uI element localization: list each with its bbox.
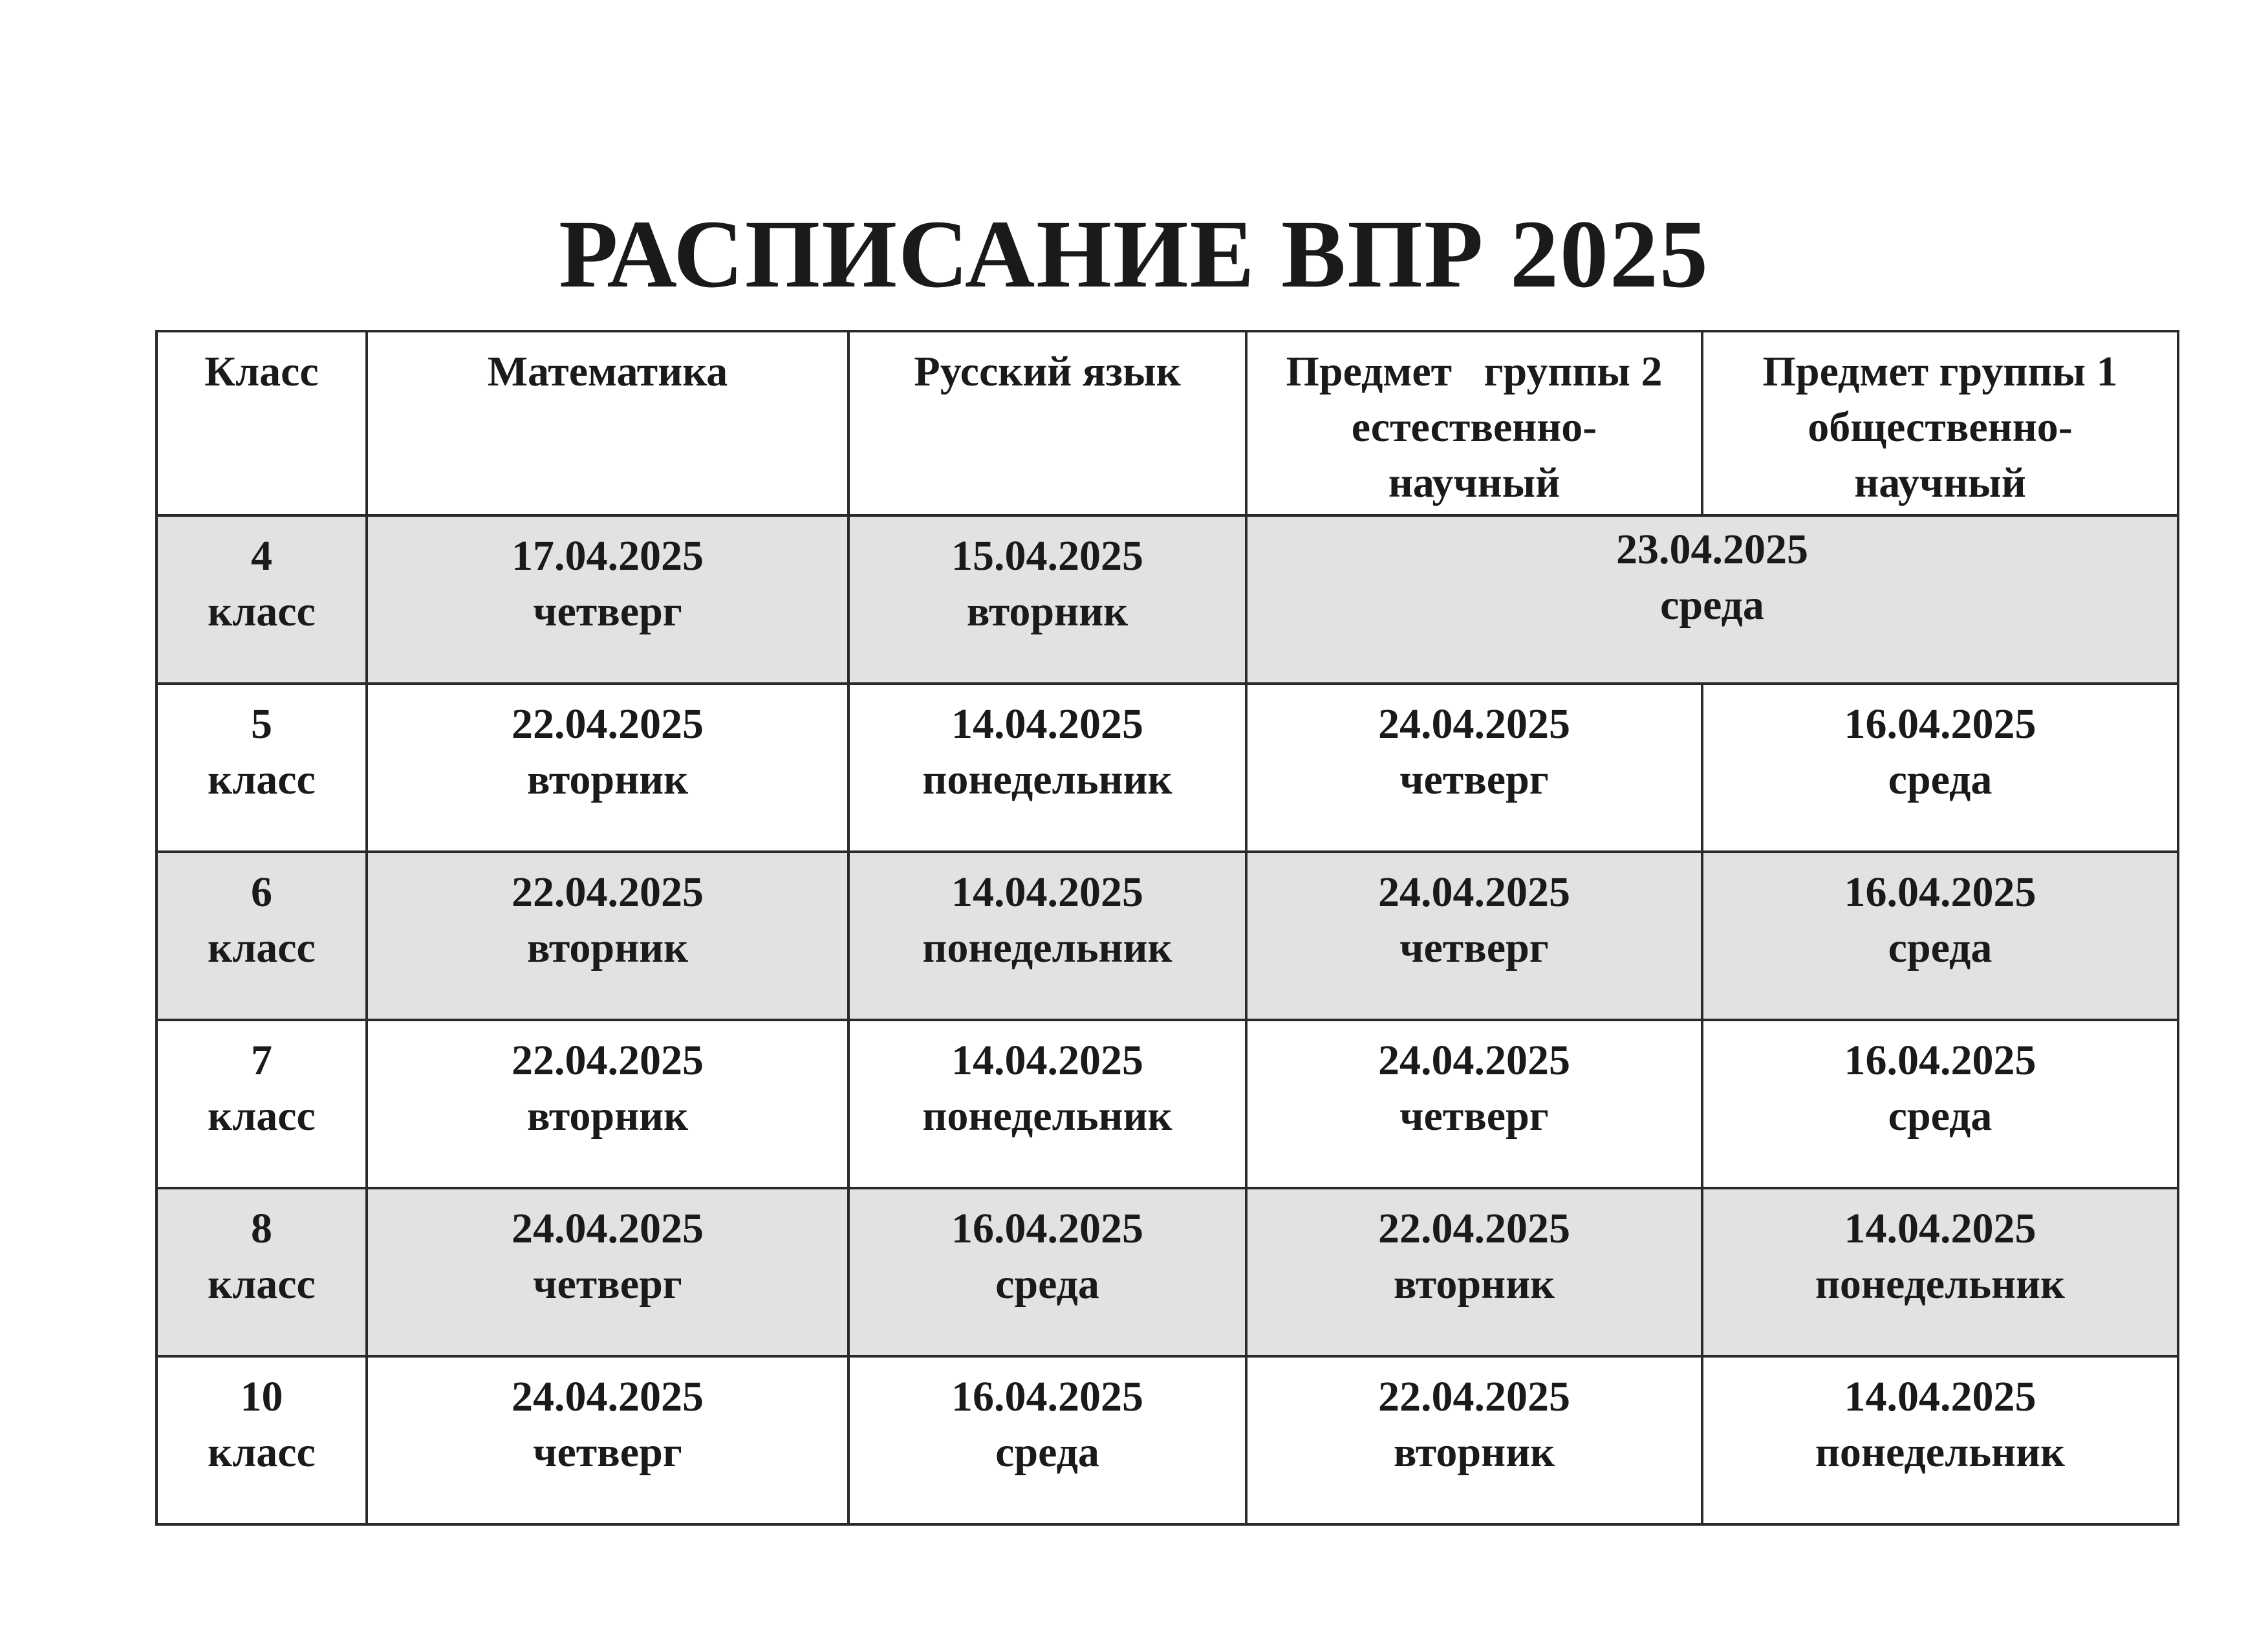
math-cell [367, 1020, 848, 1188]
group-combined-weekday: среда [1660, 581, 1764, 629]
russian-date: 14.04.2025 [951, 700, 1143, 748]
header-math-line: Математика [487, 348, 728, 395]
russian-date: 16.04.2025 [951, 1373, 1143, 1420]
group1-weekday: среда [1888, 924, 1993, 971]
header-row [157, 331, 2178, 515]
group1-date: 16.04.2025 [1844, 700, 2036, 748]
header-russian [848, 331, 1246, 515]
math-date: 24.04.2025 [512, 1373, 704, 1420]
grade-number: 10 [240, 1373, 283, 1420]
russian-weekday: понедельник [922, 924, 1172, 971]
header-math [367, 331, 848, 515]
grade-number: 5 [251, 700, 272, 748]
header-group2 [1246, 331, 1702, 515]
header-russian-line: Русский язык [914, 348, 1181, 395]
math-weekday: вторник [526, 755, 689, 803]
group1-cell [1702, 1020, 2178, 1188]
page-title: РАСПИСАНИЕ ВПР 2025 [559, 200, 1709, 308]
math-date: 22.04.2025 [512, 1037, 704, 1084]
math-weekday: четверг [533, 1260, 682, 1308]
grade-label: класс [208, 924, 316, 971]
russian-cell [848, 852, 1246, 1020]
group1-cell [1702, 1188, 2178, 1356]
math-date: 17.04.2025 [512, 532, 704, 579]
russian-date: 14.04.2025 [951, 869, 1143, 916]
russian-date: 15.04.2025 [951, 532, 1143, 579]
math-date: 24.04.2025 [512, 1205, 704, 1252]
group1-cell [1702, 1356, 2178, 1524]
table-row [157, 1188, 2178, 1356]
math-cell [367, 852, 848, 1020]
grade-number: 8 [251, 1205, 272, 1252]
grade-cell [157, 684, 367, 852]
group2-date: 22.04.2025 [1378, 1373, 1570, 1420]
math-cell [367, 515, 848, 684]
group2-cell [1246, 852, 1702, 1020]
group-combined-date: 23.04.2025 [1616, 526, 1808, 573]
group2-date: 22.04.2025 [1378, 1205, 1570, 1252]
header-grade [157, 331, 367, 515]
russian-weekday: среда [995, 1260, 1099, 1308]
math-date: 22.04.2025 [512, 869, 704, 916]
russian-cell [848, 1020, 1246, 1188]
grade-cell [157, 1188, 367, 1356]
math-weekday: вторник [526, 1092, 689, 1140]
group1-weekday: среда [1888, 755, 1993, 803]
header-group1-line-3: научный [1854, 459, 2026, 506]
russian-weekday: понедельник [922, 755, 1172, 803]
group2-weekday: четверг [1399, 924, 1549, 971]
group1-weekday: понедельник [1815, 1260, 2066, 1308]
group1-date: 16.04.2025 [1844, 1037, 2036, 1084]
group1-weekday: понедельник [1815, 1428, 2066, 1476]
group2-weekday: вторник [1393, 1260, 1555, 1308]
grade-label: класс [208, 1092, 316, 1140]
grade-number: 6 [251, 869, 272, 916]
group2-cell [1246, 1188, 1702, 1356]
group2-cell [1246, 1356, 1702, 1524]
math-cell [367, 1356, 848, 1524]
header-group2-line-1: Предмет группы 2 [1286, 348, 1663, 395]
math-cell [367, 1188, 848, 1356]
group2-date: 24.04.2025 [1378, 700, 1570, 748]
table-row [157, 1020, 2178, 1188]
grade-cell [157, 852, 367, 1020]
russian-cell [848, 1188, 1246, 1356]
math-date: 22.04.2025 [512, 700, 704, 748]
group1-cell [1702, 852, 2178, 1020]
group2-weekday: четверг [1399, 1092, 1549, 1140]
group-combined-cell [1246, 515, 2178, 684]
grade-number: 7 [251, 1037, 272, 1084]
grade-cell [157, 515, 367, 684]
group2-weekday: четверг [1399, 755, 1549, 803]
russian-weekday: вторник [966, 587, 1129, 635]
math-cell [367, 684, 848, 852]
table-row [157, 684, 2178, 852]
russian-cell [848, 515, 1246, 684]
grade-label: класс [208, 1428, 316, 1476]
group2-date: 24.04.2025 [1378, 1037, 1570, 1084]
russian-cell [848, 1356, 1246, 1524]
russian-date: 16.04.2025 [951, 1205, 1143, 1252]
header-grade-line: Класс [204, 348, 319, 395]
grade-cell [157, 1356, 367, 1524]
table-row [157, 1356, 2178, 1524]
header-group2-line-2: естественно- [1351, 403, 1597, 451]
header-group2-line-3: научный [1388, 459, 1561, 506]
grade-label: класс [208, 587, 316, 635]
table-row [157, 515, 2178, 684]
group1-weekday: среда [1888, 1092, 1993, 1140]
group1-date: 14.04.2025 [1844, 1205, 2036, 1252]
header-group1-line-1: Предмет группы 1 [1762, 348, 2118, 395]
schedule-table [155, 330, 2179, 1526]
grade-label: класс [208, 755, 316, 803]
header-group1-line-2: общественно- [1808, 403, 2073, 451]
math-weekday: четверг [533, 587, 682, 635]
group2-weekday: вторник [1393, 1428, 1555, 1476]
russian-cell [848, 684, 1246, 852]
grade-label: класс [208, 1260, 316, 1308]
math-weekday: четверг [533, 1428, 682, 1476]
russian-date: 14.04.2025 [951, 1037, 1143, 1084]
math-weekday: вторник [526, 924, 689, 971]
header-group1 [1702, 331, 2178, 515]
group2-cell [1246, 684, 1702, 852]
table-row [157, 852, 2178, 1020]
group2-cell [1246, 1020, 1702, 1188]
grade-cell [157, 1020, 367, 1188]
group1-cell [1702, 684, 2178, 852]
group1-date: 14.04.2025 [1844, 1373, 2036, 1420]
russian-weekday: понедельник [922, 1092, 1172, 1140]
group1-date: 16.04.2025 [1844, 869, 2036, 916]
group2-date: 24.04.2025 [1378, 869, 1570, 916]
grade-number: 4 [251, 532, 272, 579]
russian-weekday: среда [995, 1428, 1099, 1476]
